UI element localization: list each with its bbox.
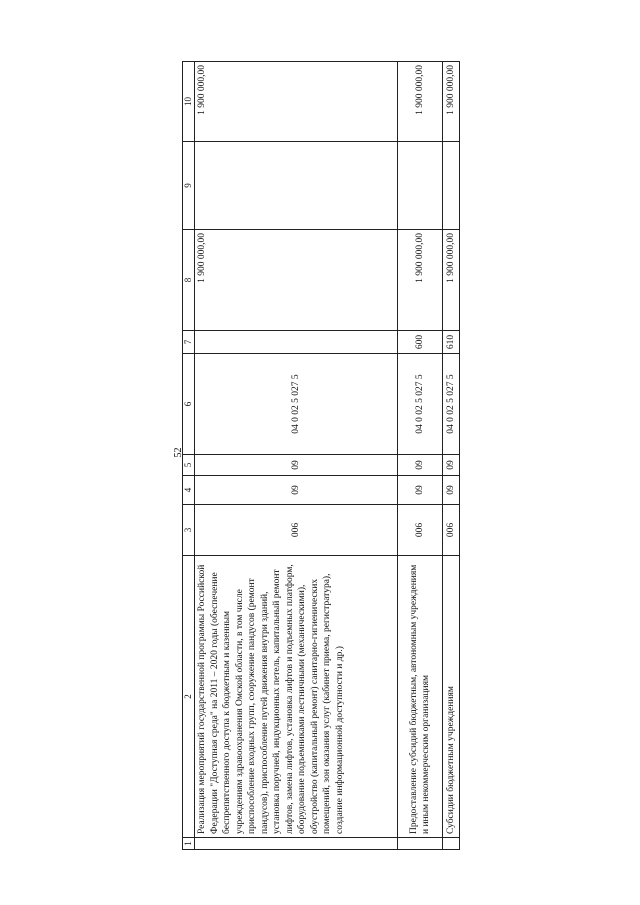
amount-cell: 1 900 000,00: [443, 230, 460, 331]
row-index-cell: [398, 838, 443, 850]
admin-code-cell: 006: [443, 505, 460, 556]
description-cell: Субсидии бюджетным учреждениям: [443, 556, 460, 838]
section-cell: 09: [443, 476, 460, 505]
admin-code-cell: 006: [398, 505, 443, 556]
header-row: [183, 62, 195, 850]
header-cell: 8: [183, 230, 195, 331]
page-number: 52: [173, 447, 184, 458]
target-article-cell: 04 0 02 5 027 5: [398, 354, 443, 455]
row-index-cell: [195, 838, 398, 850]
admin-code-cell: 006: [195, 505, 398, 556]
subsection-cell: 09: [443, 455, 460, 476]
expense-type-cell: 600: [398, 331, 443, 354]
header-cell: 3: [183, 505, 195, 556]
header-cell: 10: [183, 62, 195, 142]
amount-cell: [195, 142, 398, 230]
header-cell: 9: [183, 142, 195, 230]
amount-cell: 1 900 000,00: [398, 62, 443, 142]
expense-type-cell: 610: [443, 331, 460, 354]
section-cell: 09: [398, 476, 443, 505]
row-index-cell: [443, 838, 460, 850]
expense-type-cell: [195, 331, 398, 354]
budget-table: [182, 61, 460, 850]
subsection-cell: 09: [195, 455, 398, 476]
amount-cell: 1 900 000,00: [398, 230, 443, 331]
section-cell: 09: [195, 476, 398, 505]
header-cell: 4: [183, 476, 195, 505]
amount-cell: 1 900 000,00: [195, 230, 398, 331]
target-article-cell: 04 0 02 5 027 5: [195, 354, 398, 455]
amount-cell: [443, 142, 460, 230]
amount-cell: [398, 142, 443, 230]
table-row: [398, 62, 443, 850]
header-cell: 1: [183, 838, 195, 850]
table-row: [195, 62, 398, 850]
header-cell: 5: [183, 455, 195, 476]
header-cell: 2: [183, 556, 195, 838]
description-cell: Предоставление субсидий бюджетным, автономным учреждениям и иным некоммерческим организациям: [398, 556, 443, 838]
amount-cell: 1 900 000,00: [443, 62, 460, 142]
table-row: [443, 62, 460, 850]
header-cell: 7: [183, 331, 195, 354]
header-cell: 6: [183, 354, 195, 455]
description-cell: Реализация мероприятий государственной программы Российской Федерации "Доступная среда" на 2011 – 2020 годы (обеспечение беспрепятственного доступа к бюджетным и казенным учреждениям здравоохранения Омской области, в том числе приспособление входных групп, сооружение пандусов (ремонт пандусов), приспособление путей движения внутри зданий, установка поручней, индукционных петель, капитальный ремонт лифтов, замена лифтов, установка лифтов и подъемных платформ, оборудование подъемниками лестничными (механическими), обустройство (капитальный ремонт) санитарно-гигиенических помещений, зон оказания услуг (кабинет приема, регистратура), создание информационной доступности и др.): [195, 556, 398, 838]
amount-cell: 1 900 000,00: [195, 62, 398, 142]
subsection-cell: 09: [398, 455, 443, 476]
target-article-cell: 04 0 02 5 027 5: [443, 354, 460, 455]
